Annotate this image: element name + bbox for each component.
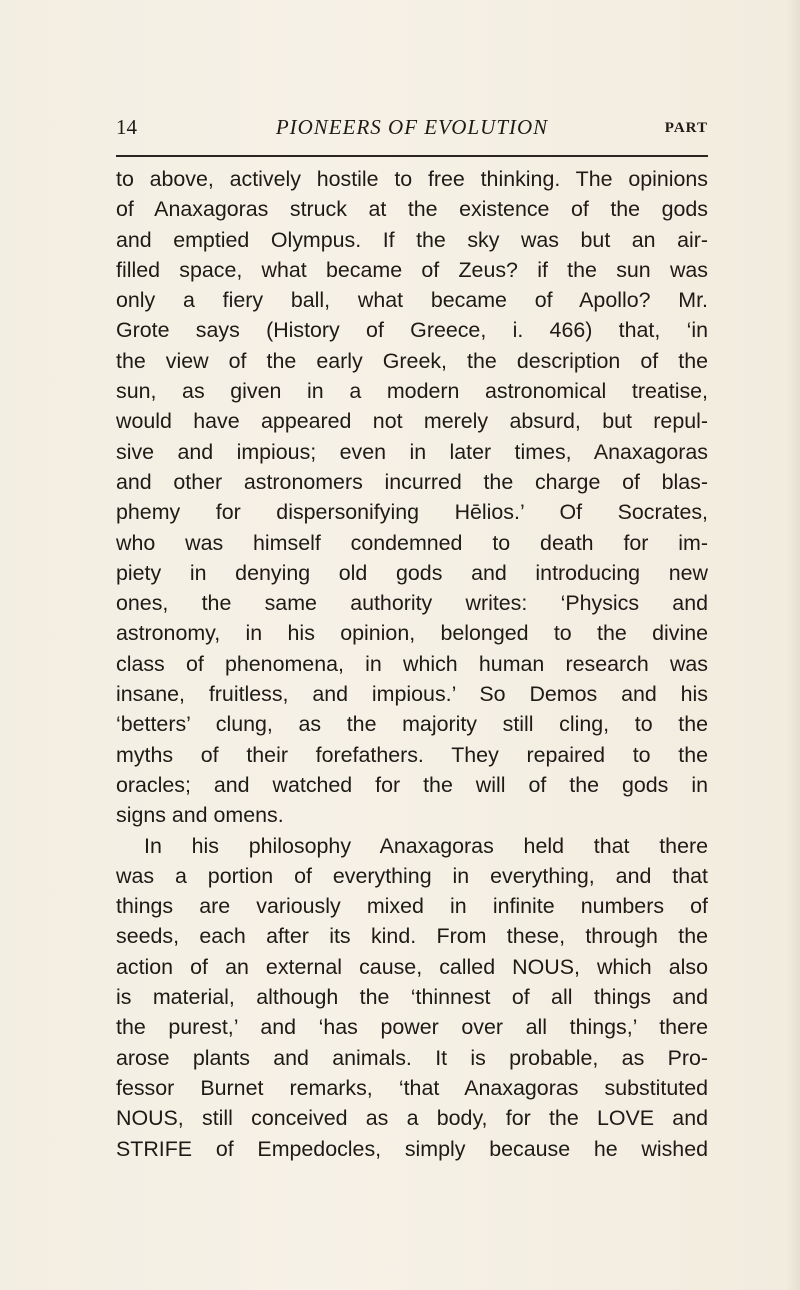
text-line: only a fiery ball, what became of Apollo? Mr. (116, 288, 708, 313)
text-line: sun, as given in a modern astronomical treatise, (116, 379, 708, 404)
text-line: oracles; and watched for the will of the gods in (116, 772, 708, 797)
text-line: things are variously mixed in infinite numbers of (116, 894, 708, 919)
text-line: sive and impious; even in later times, Anaxagoras (116, 439, 708, 464)
text-line: of Anaxagoras struck at the existence of the gods (116, 197, 708, 222)
text-line: ‘betters’ clung, as the majority still cling, to the (116, 712, 708, 737)
page-number: 14 (116, 115, 137, 139)
text-line: is material, although the ‘thinnest of all things and (116, 985, 708, 1010)
text-line: ones, the same authority writes: ‘Physics and (116, 591, 708, 616)
text-line: filled space, what became of Zeus? if the sun was (116, 257, 708, 282)
text-line: the purest,’ and ‘has power over all things,’ there (116, 1015, 708, 1040)
text-line: In his philosophy Anaxagoras held that there (144, 833, 708, 858)
text-line: signs and omens. (116, 803, 284, 828)
text-line: astronomy, in his opinion, belonged to the divine (116, 621, 708, 646)
text-line: was a portion of everything in everything, and that (116, 863, 708, 888)
text-line: phemy for dispersonifying Hēlios.’ Of Socrates, (116, 500, 708, 525)
running-part-label: PART (664, 120, 708, 136)
page-edge-shadow (786, 0, 800, 1290)
text-line: piety in denying old gods and introducing new (116, 560, 708, 585)
text-line: class of phenomena, in which human research was (116, 651, 708, 676)
body-text (116, 164, 708, 1164)
text-line: would have appeared not merely absurd, but repul- (116, 409, 708, 434)
text-line: and other astronomers incurred the charge of blas- (116, 469, 708, 494)
text-line: action of an external cause, called NOUS, which also (116, 954, 708, 979)
text-line: NOUS, still conceived as a body, for the LOVE and (116, 1106, 708, 1131)
running-head (116, 112, 708, 142)
running-title: PIONEERS OF EVOLUTION (275, 115, 549, 139)
text-line: who was himself condemned to death for im- (116, 530, 708, 555)
text-line: to above, actively hostile to free thinking. The opinions (116, 167, 708, 191)
text-line: Grote says (History of Greece, i. 466) that, ‘in (116, 318, 708, 343)
header-rule (116, 155, 708, 157)
text-line: and emptied Olympus. If the sky was but an air- (116, 227, 708, 252)
text-line: myths of their forefathers. They repaired to the (116, 742, 708, 767)
text-line: fessor Burnet remarks, ‘that Anaxagoras substituted (116, 1075, 708, 1100)
text-line: seeds, each after its kind. From these, through the (116, 924, 708, 949)
text-line: the view of the early Greek, the description of the (116, 348, 708, 373)
text-line: insane, fruitless, and impious.’ So Demos and his (116, 682, 708, 707)
text-line: arose plants and animals. It is probable, as Pro- (116, 1045, 708, 1070)
text-line: STRIFE of Empedocles, simply because he wished (116, 1136, 708, 1161)
